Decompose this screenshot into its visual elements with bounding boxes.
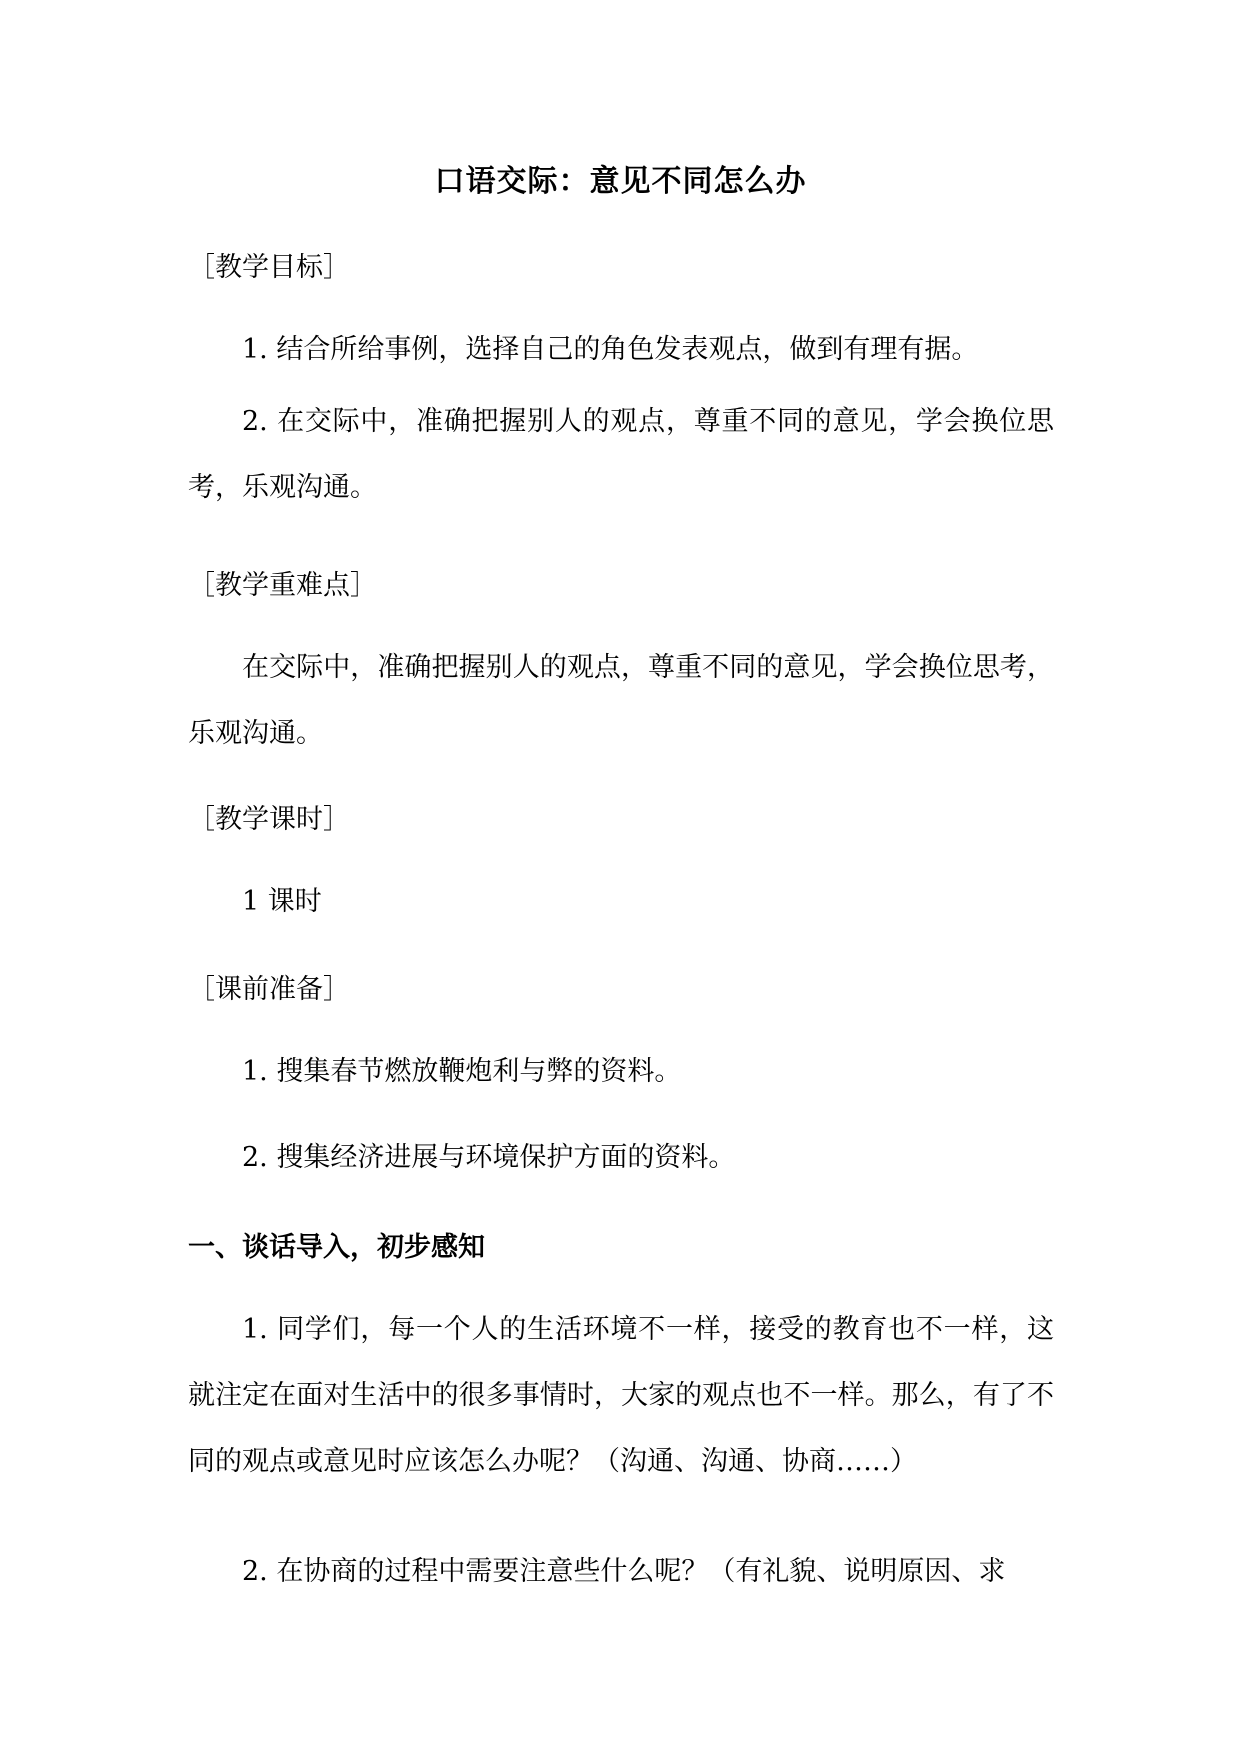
part1-item-2: 2. 在协商的过程中需要注意些什么呢？（有礼貌、说明原因、求 — [242, 1556, 1006, 1587]
section-label-hours: ［教学课时］ — [188, 804, 350, 835]
preparation-item-2: 2. 搜集经济进展与环境保护方面的资料。 — [242, 1142, 736, 1173]
preparation-item-1: 1. 搜集春节燃放鞭炮利与弊的资料。 — [242, 1056, 682, 1087]
part1-heading: 一、谈话导入，初步感知 — [188, 1232, 485, 1263]
section-label-key-points: ［教学重难点］ — [188, 570, 377, 601]
part1-item-1: 1. 同学们，每一个人的生活环境不一样，接受的教育也不一样，这就注定在面对生活中的很多事情时，大家的观点也不一样。那么，有了不同的观点或意见时应该怎么办呢？（沟通、沟通、协商……） — [188, 1314, 1054, 1477]
section-label-goals: ［教学目标］ — [188, 252, 350, 283]
goal-item-2: 2. 在交际中，准确把握别人的观点，尊重不同的意见，学会换位思考，乐观沟通。 — [188, 406, 1054, 503]
section-label-preparation: ［课前准备］ — [188, 974, 350, 1005]
goal-item-1: 1. 结合所给事例，选择自己的角色发表观点，做到有理有据。 — [242, 334, 979, 365]
key-points-text: 在交际中，准确把握别人的观点，尊重不同的意见，学会换位思考，乐观沟通。 — [188, 652, 1054, 749]
hours-text: 1 课时 — [242, 886, 322, 917]
page-title: 口语交际：意见不同怎么办 — [434, 164, 807, 199]
